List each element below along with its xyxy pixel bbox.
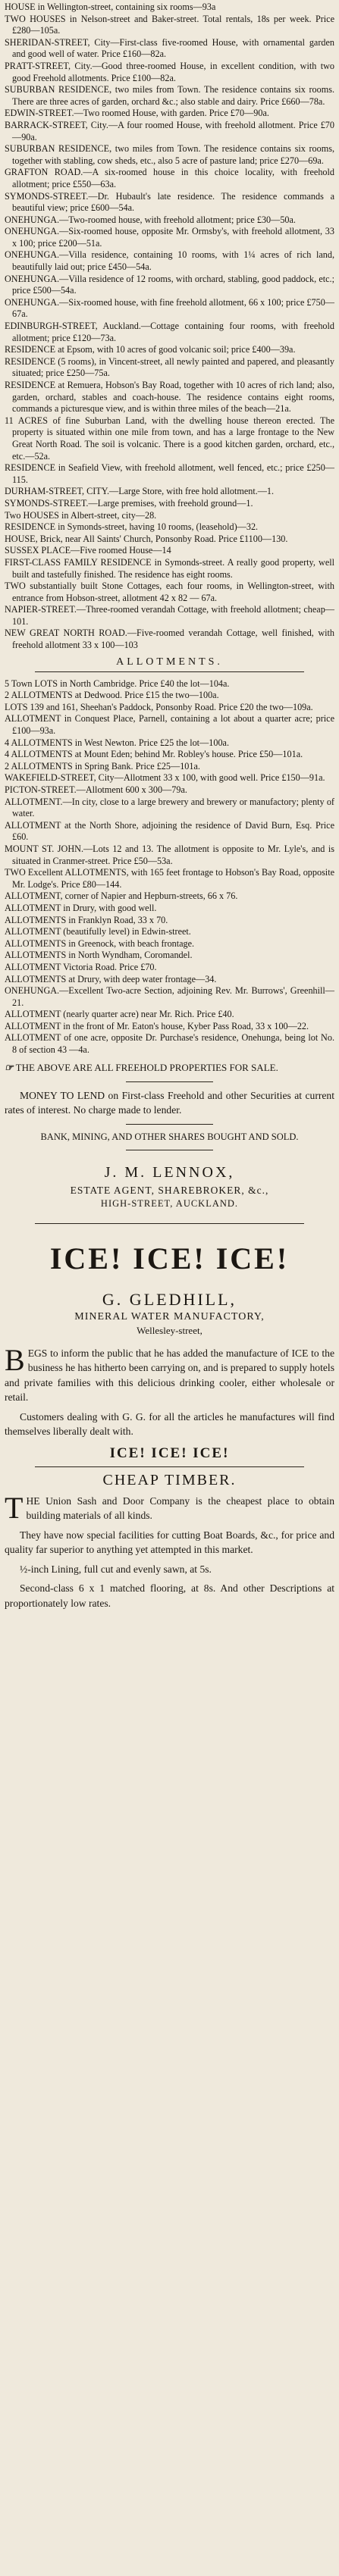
gledhill-trade: MINERAL WATER MANUFACTORY, [74,1310,265,1322]
dropcap-letter: B [5,1342,25,1377]
timber-para-2: They have now special facilities for cutting Boat Boards, &c., for price and quality far superior to anything yet attempted in this market. [5,1529,334,1556]
list-item: LOTS 139 and 161, Sheehan's Paddock, Ponsonby Road. Price £20 the two—109a. [5,701,313,712]
list-item: NAPIER-STREET.—Three-roomed verandah Cottage, with freehold allotment; cheap—101. [5,604,334,627]
list-item: Two HOUSES in Albert-street, city—28. [5,509,157,521]
lennox-title: ESTATE AGENT, SHAREBROKER, &c., [70,1184,269,1196]
property-listings [5,0,334,652]
list-item: ALLOTMENT of one acre, opposite Dr. Purchase's residence, Onehunga, being lot No. 8 of section 43 —4a. [5,1032,334,1056]
timber-para-1 [5,1490,334,1525]
money-notice: MONEY TO LEND on First-class Freehold and other Securities at current rates of interest. No charge made to lender. [5,1089,334,1116]
list-item: BARRACK-STREET, City.—A four roomed House, with freehold allotment. Price £70—90a. [5,119,334,142]
list-item: 11 ACRES of fine Suburban Land, with the dwelling house thereon erected. The property is situated within one mile from town, and has a large frontage to the New Great North Road. The soil is volcanic. There is a good kitchen garden, orchard, etc., etc.—52a. [5,415,334,462]
list-item: FIRST-CLASS FAMILY RESIDENCE in Symonds-street. A really good property, well built and tastefully finished. The residence has eight rooms. [5,556,334,580]
ice-banner: ICE! ICE! ICE! [49,1241,290,1275]
gledhill-para-2: Customers dealing with G. G. for all the articles he manufactures will find themselves liberally dealt with. [5,1410,334,1438]
list-item: WAKEFIELD-STREET, City—Allotment 33 x 100, with good well. Price £150—91a. [5,772,325,784]
shares-notice: BANK, MINING, AND OTHER SHARES BOUGHT AND SOLD. [40,1131,299,1142]
timber-para-3: ½-inch Lining, full cut and evenly sawn, at 5s. [20,1563,212,1575]
list-item: 4 ALLOTMENTS at Mount Eden; behind Mr. Robley's house. Price £50—101a. [5,749,303,760]
divider [35,671,304,672]
list-item: ALLOTMENTS in North Wyndham, Coromandel. [5,950,193,961]
divider [35,1223,304,1224]
list-item: RESIDENCE in Seafield View, with freehold allotment, well fenced, etc.; price £250—115. [5,462,334,485]
list-item: ONEHUNGA.—Excellent Two-acre Section, adjoining Rev. Mr. Burrows', Greenhill—21. [5,985,334,1008]
list-item: GRAFTON ROAD.—A six-roomed house in this choice locality, with freehold allotment; price £550—63a. [5,167,334,189]
lennox-address: HIGH-STREET, AUCKLAND. [100,1197,239,1209]
list-item: PRATT-STREET, City.—Good three-roomed House, in excellent condition, with two good Freehold allotments. Price £100—82a. [5,60,334,83]
list-item: HOUSE in Wellington-street, containing six rooms—93a [5,2,216,12]
gledhill-name: G. GLEDHILL, [102,1289,237,1309]
allotments-heading: ALLOTMENTS. [116,656,223,668]
list-item: TWO HOUSES in Nelson-street and Baker-street. Total rentals, 18s per week. Price £280—105a. [5,13,334,36]
list-item: ONEHUNGA.—Villa residence, containing 10 rooms, with 1¼ acres of rich land, beautifully laid out; price £450—54a. [5,249,334,273]
gledhill-para-1 [5,1342,334,1405]
list-item: ALLOTMENT (nearly quarter acre) near Mr. Rich. Price £40. [5,1009,234,1020]
list-item: RESIDENCE (5 rooms), in Vincent-street, all newly painted and papered, and pleasantly situated; price £250—75a. [5,355,334,379]
list-item: SYMONDS-STREET.—Dr. Hubault's late residence. The residence commands a beautiful view; price £600—54a. [5,190,334,214]
list-item: MOUNT ST. JOHN.—Lots 12 and 13. The allotment is opposite to Mr. Lyle's, and is situated in Cranmer-street. Price £50—53a. [5,843,334,866]
timber-para-4: Second-class 6 x 1 matched flooring, at 8s. And other Descriptions at proportionately low rates. [5,1582,334,1609]
divider [126,1124,213,1125]
list-item: SUBURBAN RESIDENCE, two miles from Town. The residence contains six rooms. There are three acres of garden, orchard &c.; also stable and dairy. Price £660—78a. [5,84,334,107]
list-item: SUBURBAN RESIDENCE, two miles from Town. The residence contains six rooms, together with stabling, cow sheds, etc., also 5 acre of pasture land; price £270—69a. [5,143,334,166]
list-item: RESIDENCE at Remuera, Hobson's Bay Road, together with 10 acres of rich land; also, garden, orchard, stables and coach-house. The residence contains eight rooms, commands a picturesque view, and is within three miles of the beach—21a. [5,380,334,415]
dropcap-letter: T [5,1490,24,1525]
list-item: EDWIN-STREET.—Two roomed House, with garden. Price £70—90a. [5,108,269,119]
list-item: ALLOTMENT at the North Shore, adjoining the residence of David Burn, Esq. Price £60. [5,819,334,843]
ice-small-banner: ICE! ICE! ICE! [109,1445,230,1461]
list-item: ALLOTMENT Victoria Road. Price £70. [5,961,157,972]
freehold-notice-text: THE ABOVE ARE ALL FREEHOLD PROPERTIES FOR SALE. [15,1061,278,1073]
list-item: TWO substantially built Stone Cottages, each four rooms, in Wellington-street, with entrance from Hobson-street, allotment 42 x 82 — 67a. [5,581,334,603]
list-item: ALLOTMENTS in Greenock, with beach frontage. [5,937,195,949]
divider [126,1081,213,1082]
list-item: HOUSE, Brick, near All Saints' Church, Ponsonby Road. Price £1100—130. [5,533,288,544]
list-item: RESIDENCE in Symonds-street, having 10 rooms, (leasehold)—32. [5,521,259,533]
list-item: ONEHUNGA.—Villa residence of 12 rooms, with orchard, stabling, good paddock, etc.; price £500—54a. [5,273,334,296]
divider [35,1466,304,1467]
list-item: RESIDENCE at Epsom, with 10 acres of good volcanic soil; price £400—39a. [5,344,296,355]
freehold-notice [5,1061,334,1074]
list-item: 5 Town LOTS in North Cambridge. Price £40 the lot—104a. [5,678,230,689]
list-item: ALLOTMENT.—In city, close to a large brewery and brewery or manufactory; plenty of water. [5,796,334,819]
gledhill-address: Wellesley-street, [137,1324,202,1336]
list-item: ONEHUNGA.—Six-roomed house, with fine freehold allotment, 66 x 100; price £750—67a. [5,296,334,320]
list-item: EDINBURGH-STREET, Auckland.—Cottage containing four rooms, with freehold allotment; price £120—73a. [5,321,334,343]
list-item: ALLOTMENT (beautifully level) in Edwin-street. [5,926,191,937]
lennox-name: J. M. LENNOX, [104,1163,235,1181]
pointing-hand-icon: ☞ [5,1061,14,1073]
timber-heading: CHEAP TIMBER. [102,1471,237,1488]
list-item: 2 ALLOTMENTS in Spring Bank. Price £25—101a. [5,760,200,772]
list-item: ALLOTMENT in Conquest Place, Parnell, containing a lot about a quarter acre; price £100—93a. [5,713,334,737]
list-item: SYMONDS-STREET.—Large premises, with freehold ground—1. [5,497,253,509]
allotment-listings [5,677,334,1056]
list-item: ALLOTMENTS in Franklyn Road, 33 x 70. [5,914,168,925]
list-item: 2 ALLOTMENTS at Dedwood. Price £15 the two—100a. [5,690,219,701]
list-item: SUSSEX PLACE—Five roomed House—14 [5,545,171,556]
list-item: SHERIDAN-STREET, City—First-class five-roomed House, with ornamental garden and good well of water. Price £160—82a. [5,36,334,60]
list-item: ALLOTMENT in the front of Mr. Eaton's house, Kyber Pass Road, 33 x 100—22. [5,1020,309,1031]
list-item: ONEHUNGA.—Six-roomed house, opposite Mr. Ormsby's, with freehold allotment, 33 x 100; price £200—51a. [5,226,334,249]
list-item: TWO Excellent ALLOTMENTS, with 165 feet frontage to Hobson's Bay Road, opposite Mr. Lodge's. Price £80—144. [5,867,334,890]
list-item: DURHAM-STREET, CITY.—Large Store, with free hold allotment.—1. [5,486,275,497]
list-item: ALLOTMENT in Drury, with good well. [5,902,157,913]
list-item: ALLOTMENT, corner of Napier and Hepburn-streets, 66 x 76. [5,890,238,902]
list-item: ALLOTMENTS at Drury, with deep water frontage—34. [5,973,217,984]
list-item: PICTON-STREET.—Allotment 600 x 300—79a. [5,784,187,795]
timber-text-1: HE Union Sash and Door Company is the cheapest place to obtain building materials of all kinds. [26,1495,334,1522]
list-item: NEW GREAT NORTH ROAD.—Five-roomed verandah Cottage, well finished, with freehold allotment 33 x 100—103 [5,628,334,651]
list-item: ONEHUNGA.—Two-roomed house, with freehold allotment; price £30—50a. [5,214,296,225]
list-item: 4 ALLOTMENTS in West Newton. Price £25 the lot—100a. [5,737,229,748]
gledhill-text-1: EGS to inform the public that he has added the manufacture of ICE to the business he has hitherto been carrying on, and is prepared to supply hotels and private families with this delicious drinking cooler, either wholesale or retail. [5,1347,334,1404]
